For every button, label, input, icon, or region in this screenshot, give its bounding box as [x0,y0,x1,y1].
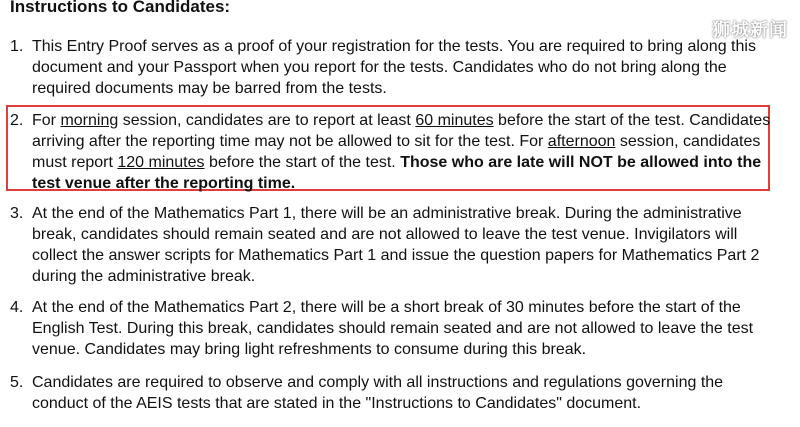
underlined-term: 60 minutes [415,112,494,129]
text-fragment: before the start of the test. Candidates arriving after the reporting time may not be allowed to sit for the test. For [32,112,771,150]
item-text: At the end of the Mathematics Part 2, there will be a short break of 30 minutes before the start of the English Test. During this break, candidates should remain seated and are not allowed to leave the test venue. Candidates may bring light refreshments to consume during this break. [32,299,754,358]
item-text [32,110,782,194]
item-number: 5. [10,374,24,391]
item-number: 1. [10,38,24,55]
item-number: 3. [10,205,24,222]
text-fragment: session, candidates are to report at least [118,112,416,129]
text-fragment: before the start of the test. [204,154,401,171]
item-text: Candidates are required to observe and comply with all instructions and regulations governing the conduct of the AEIS tests that are stated in the "Instructions to Candidates" document. [32,374,724,412]
item-number: 2. [10,112,24,129]
underlined-term: morning [60,112,119,129]
item-text: This Entry Proof serves as a proof of your registration for the tests. You are required to bring along this document and your Passport when you report for the tests. Candidates who do not bring along the required documents may be barred from the tests. [32,38,756,97]
page-title: Instructions to Candidates: [10,0,231,16]
underlined-term: 120 minutes [117,154,205,171]
text-fragment: session, candidates must report [32,133,761,171]
watermark-logo: 狮城新闻 [712,20,788,41]
text-fragment: For [32,112,61,129]
item-number: 4. [10,299,24,316]
bold-warning: Those who are late will NOT be allowed into the test venue after the reporting time. [32,154,762,192]
item-text: At the end of the Mathematics Part 1, there will be an administrative break. During the administrative break, candidates should remain seated and are not allowed to leave the test venue. Invigilators will collect the answer scripts for Mathematics Part 1 and issue the question papers for Mathematics Part 2 during the administrative break. [32,205,760,285]
underlined-term: afternoon [547,133,616,150]
